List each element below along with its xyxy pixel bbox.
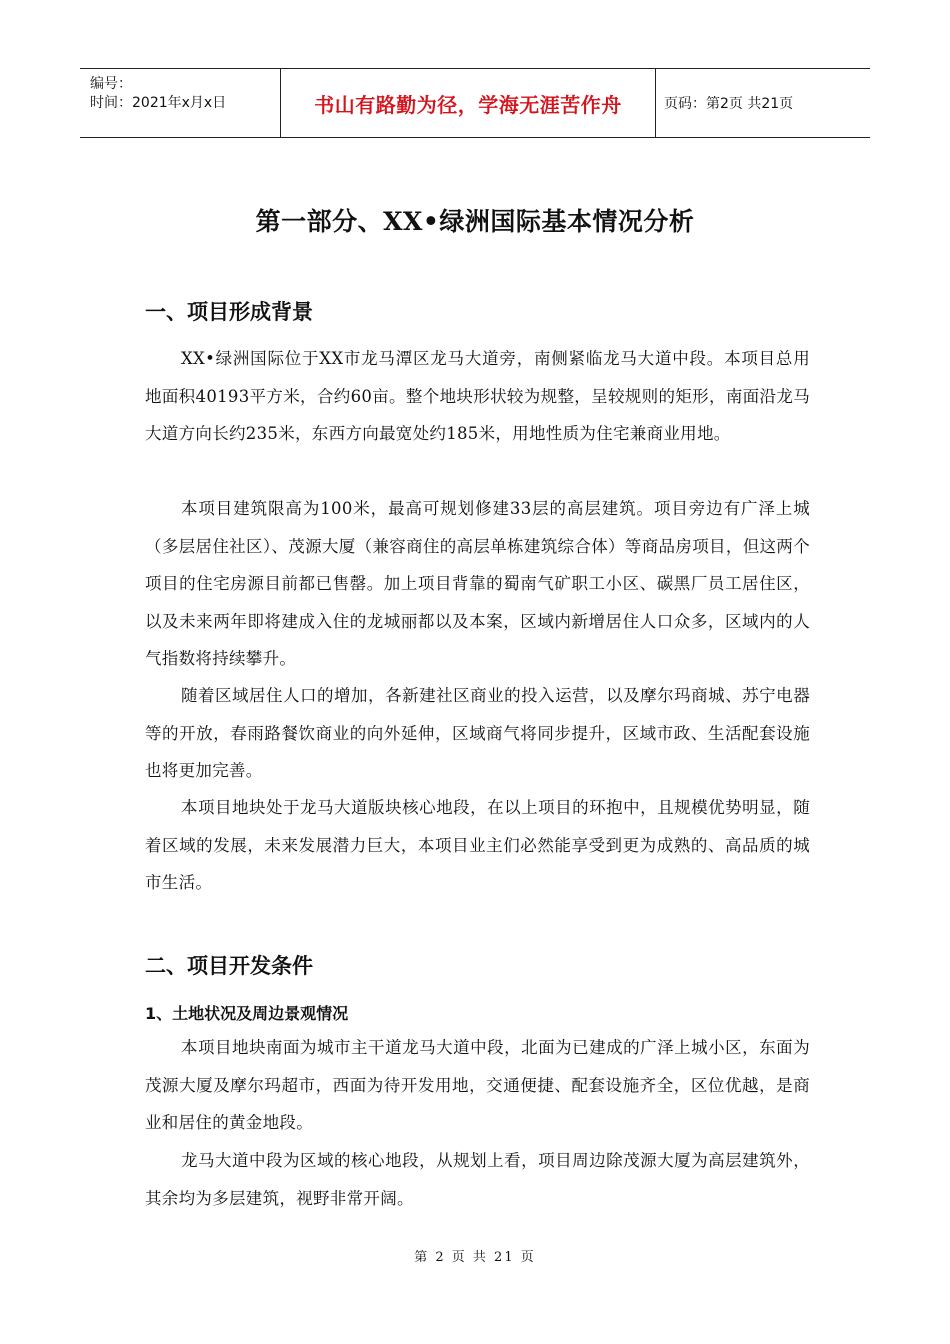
paragraph: 本项目地块南面为城市主干道龙马大道中段，北面为已建成的广泽上城小区，东面为茂源大厦及摩尔玛超市，西面为待开发用地，交通便捷、配套设施齐全，区位优越，是商业和居住的黄金地段。 xyxy=(145,1038,810,1132)
section-heading-background: 一、项目形成背景 xyxy=(145,300,313,324)
paragraph: XX•绿洲国际位于XX市龙马潭区龙马大道旁，南侧紧临龙马大道中段。本项目总用地面积40193平方米，合约60亩。整个地块形状较为规整，呈较规则的矩形，南面沿龙马大道方向长约235米，东西方向最宽处约185米，用地性质为住宅兼商业用地。 xyxy=(145,349,810,443)
header-meta xyxy=(80,69,280,137)
document-title: 第一部分、XX•绿洲国际基本情况分析 xyxy=(255,207,695,236)
subsection-heading-land: 1、土地状况及周边景观情况 xyxy=(145,1004,349,1023)
section-heading-conditions: 二、项目开发条件 xyxy=(145,954,313,978)
paragraph: 本项目建筑限高为100米，最高可规划修建33层的高层建筑。项目旁边有广泽上城（多层居住社区）、茂源大厦（兼容商住的高层单栋建筑综合体）等商品房项目，但这两个项目的住宅房源目前都已售罄。加上项目背靠的蜀南气矿职工小区、碳黑厂员工居住区，以及未来两年即将建成入住的龙城丽都以及本案，区域内新增居住人口众多，区域内的人气指数将持续攀升。 xyxy=(145,499,810,668)
page-header xyxy=(80,68,870,138)
motto-text: 书山有路勤为径，学海无涯苦作舟 xyxy=(314,92,622,117)
paragraph: 随着区域居住人口的增加，各新建社区商业的投入运营，以及摩尔玛商城、苏宁电器等的开放，春雨路餐饮商业的向外延伸，区域商气将同步提升，区域市政、生活配套设施也将更加完善。 xyxy=(145,686,810,780)
header-motto xyxy=(280,69,656,137)
page-number-label: 页码：第2页 共21页 xyxy=(664,96,794,112)
paragraph: 龙马大道中段为区域的核心地段，从规划上看，项目周边除茂源大厦为高层建筑外，其余均为多层建筑，视野非常开阔。 xyxy=(145,1151,810,1208)
number-label: 编号： xyxy=(90,76,132,92)
paragraph: 本项目地块处于龙马大道版块核心地段，在以上项目的环抱中，且规模优势明显，随着区域的发展，未来发展潜力巨大，本项目业主们必然能享受到更为成熟的、高品质的城市生活。 xyxy=(145,798,810,892)
page-footer: 第 2 页 共 21 页 xyxy=(414,1250,536,1265)
time-label: 时间：2021年x月x日 xyxy=(90,95,227,111)
